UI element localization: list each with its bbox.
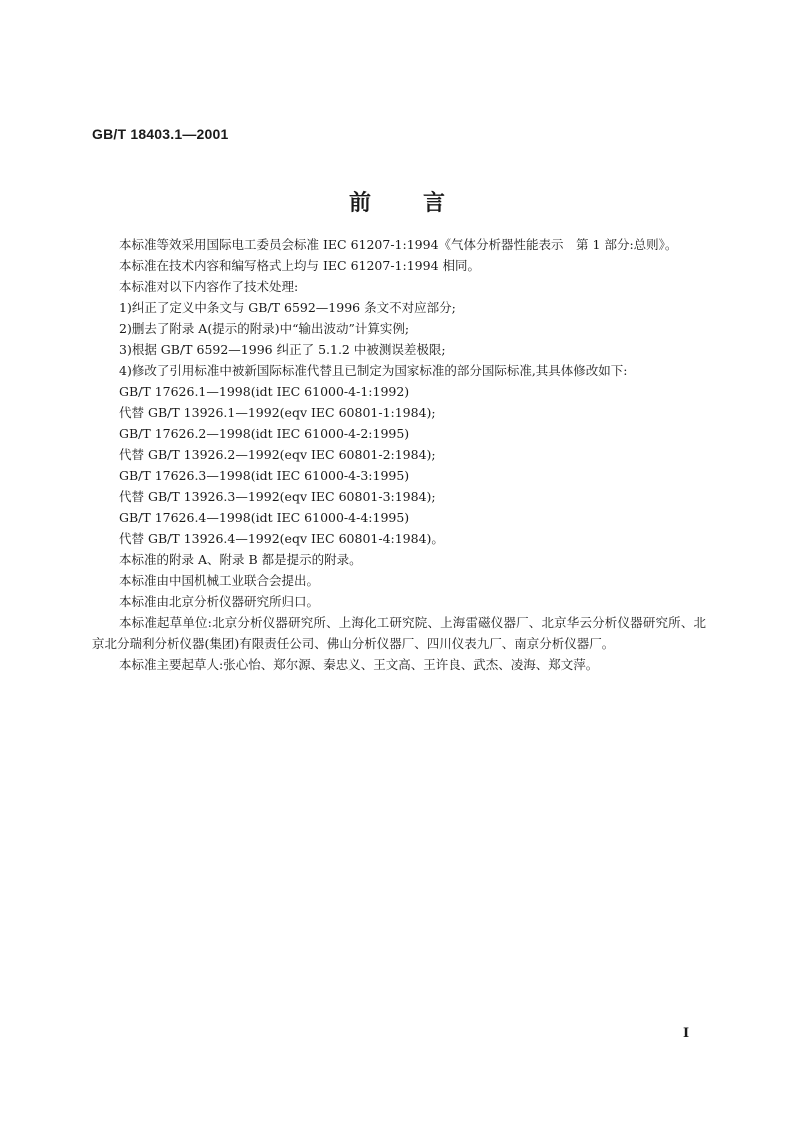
paragraph: 本标准由北京分析仪器研究所归口。 [119, 594, 320, 609]
foreword-body [92, 234, 706, 675]
paragraph: 本标准由中国机械工业联合会提出。 [119, 573, 320, 588]
standard-reference: 代替 GB/T 13926.1—1992(eqv IEC 60801-1:1984); [119, 405, 436, 420]
paragraph: 本标准的附录 A、附录 B 都是提示的附录。 [119, 552, 362, 567]
standard-reference: GB/T 17626.2—1998(idt IEC 61000-4-2:1995) [119, 426, 410, 441]
page-title: 前言 [348, 191, 497, 216]
list-item: 3)根据 GB/T 6592—1996 纠正了 5.1.2 中被测误差极限; [119, 342, 446, 357]
paragraph: 本标准对以下内容作了技术处理: [119, 279, 299, 294]
page-number: Ⅰ [683, 1026, 690, 1041]
paragraph: 本标准在技术内容和编写格式上均与 IEC 61207-1:1994 相同。 [119, 258, 481, 273]
list-item: 2)删去了附录 A(提示的附录)中“输出波动”计算实例; [119, 321, 410, 336]
paragraph: 本标准等效采用国际电工委员会标准 IEC 61207-1:1994《气体分析器性能表示 第 1 部分:总则》。 [119, 237, 678, 252]
drafters: 本标准主要起草人:张心怡、郑尔源、秦忠义、王文高、王许良、武杰、凌海、郑文萍。 [119, 657, 599, 672]
drafting-units: 本标准起草单位:北京分析仪器研究所、上海化工研究院、上海雷磁仪器厂、北京华云分析仪器研究所、北京北分瑞利分析仪器(集团)有限责任公司、佛山分析仪器厂、四川仪表九厂、南京分析仪器厂。 [92, 615, 706, 651]
standard-reference: 代替 GB/T 13926.4—1992(eqv IEC 60801-4:1984)。 [119, 531, 444, 546]
standard-reference: GB/T 17626.4—1998(idt IEC 61000-4-4:1995) [119, 510, 410, 525]
standard-reference: GB/T 17626.3—1998(idt IEC 61000-4-3:1995) [119, 468, 410, 483]
standard-reference: 代替 GB/T 13926.3—1992(eqv IEC 60801-3:1984); [119, 489, 436, 504]
list-item: 4)修改了引用标准中被新国际标准代替且已制定为国家标准的部分国际标准,其具体修改如下: [119, 363, 628, 378]
list-item: 1)纠正了定义中条文与 GB/T 6592—1996 条文不对应部分; [119, 300, 456, 315]
standard-reference: GB/T 17626.1—1998(idt IEC 61000-4-1:1992) [119, 384, 410, 399]
standard-reference: 代替 GB/T 13926.2—1992(eqv IEC 60801-2:1984); [119, 447, 436, 462]
standard-code: GB/T 18403.1—2001 [92, 126, 229, 142]
